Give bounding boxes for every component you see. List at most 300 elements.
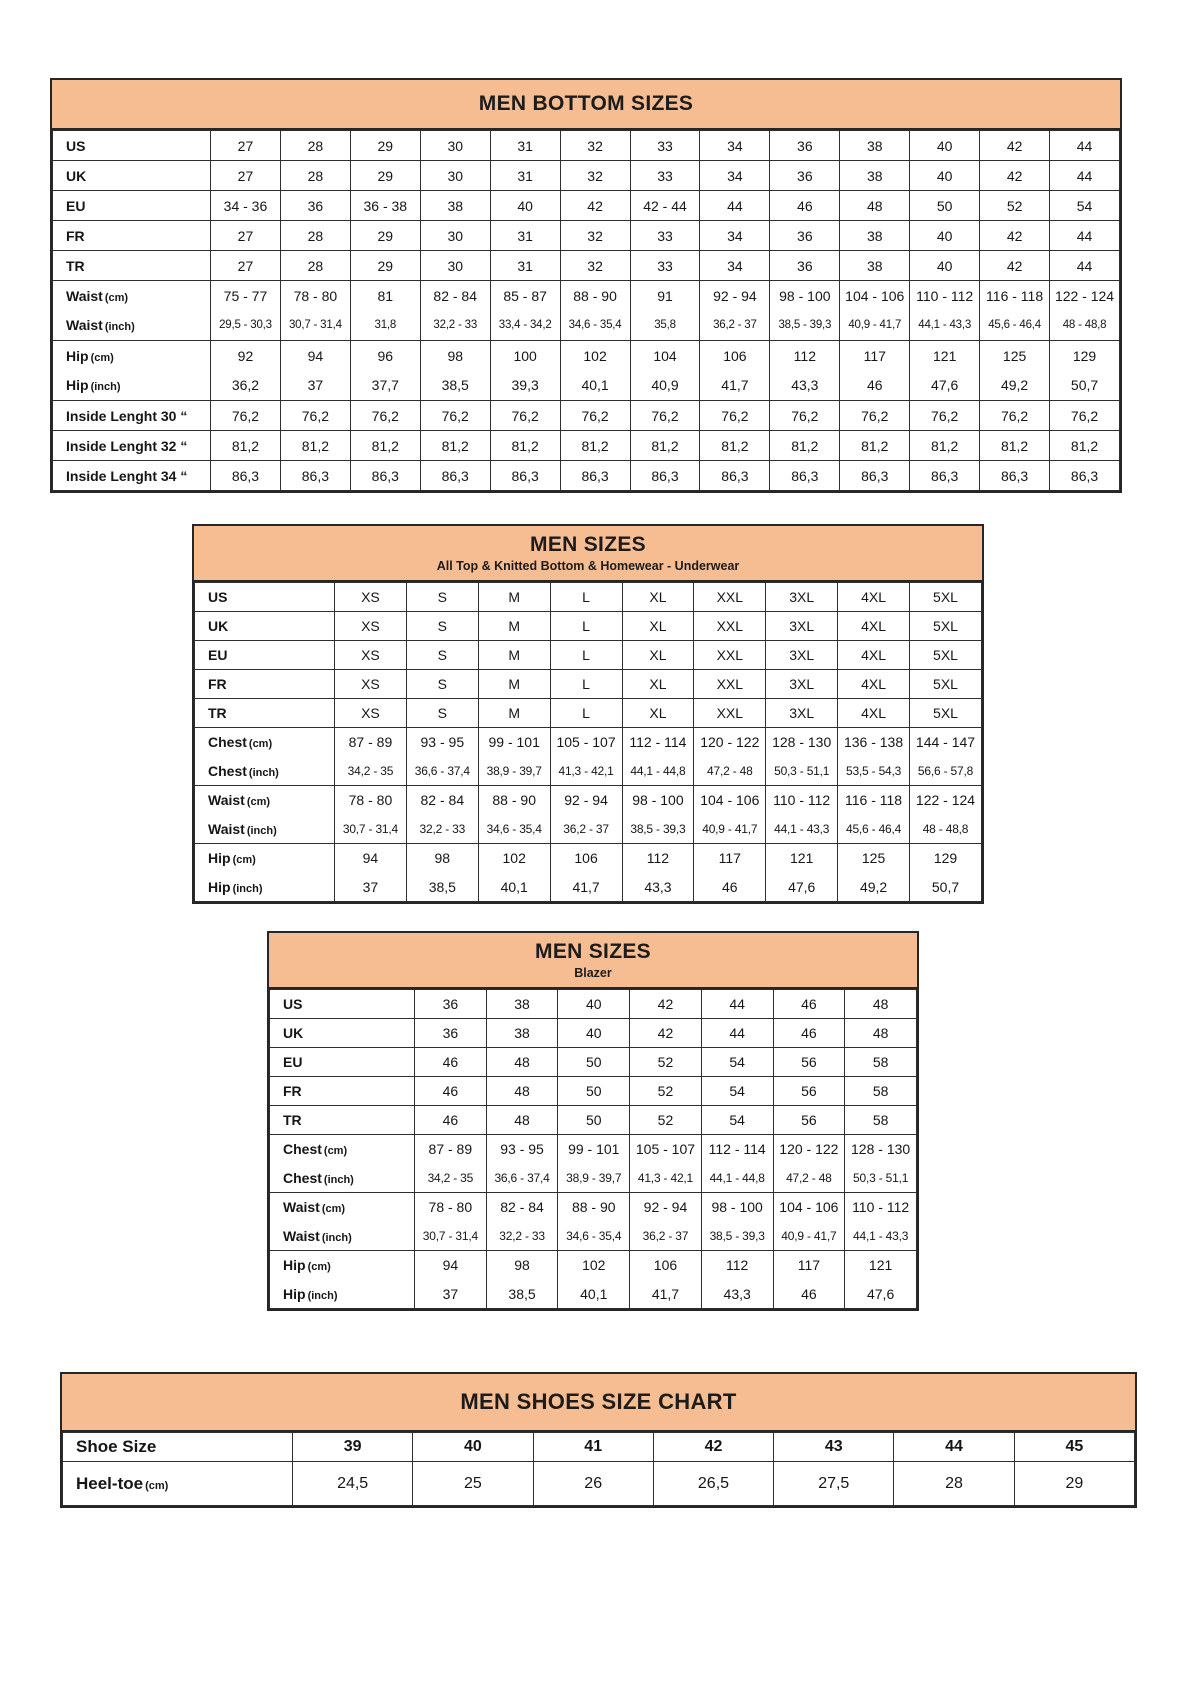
value-cell: 102: [558, 1251, 630, 1280]
value-cell: 5XL: [910, 612, 982, 641]
row-label: [195, 583, 335, 612]
value-cell: 45,6 - 46,4: [838, 815, 910, 844]
men-bottom-sizes-table: [50, 78, 1122, 493]
value-cell: 40,9: [630, 371, 700, 401]
table-row: [53, 221, 1120, 251]
value-cell: 40: [558, 990, 630, 1019]
row-unit: (inch): [104, 321, 135, 334]
value-cell: 38,5 - 39,3: [622, 815, 694, 844]
size-grid: [194, 582, 982, 902]
value-cell: 121: [845, 1251, 917, 1280]
value-cell: 37: [335, 873, 407, 902]
value-cell: 42: [980, 221, 1050, 251]
row-label-text: TR: [208, 705, 227, 721]
value-cell: 44: [1050, 131, 1120, 161]
row-label-text: US: [208, 589, 228, 605]
value-cell: 35,8: [630, 311, 700, 341]
row-label: [270, 1251, 415, 1280]
table-row: [195, 699, 982, 728]
value-cell: XS: [335, 583, 407, 612]
value-cell: 48: [840, 191, 910, 221]
table-row: [195, 786, 982, 815]
value-cell: 81,2: [211, 431, 281, 461]
value-cell: 29: [350, 251, 420, 281]
value-cell: 5XL: [910, 641, 982, 670]
value-cell: 44,1 - 43,3: [910, 311, 980, 341]
value-cell: S: [406, 699, 478, 728]
value-cell: 100: [490, 341, 560, 371]
row-label: [270, 1193, 415, 1222]
value-cell: 58: [845, 1077, 917, 1106]
value-cell: 105 - 107: [630, 1135, 702, 1164]
value-cell: 41: [533, 1433, 653, 1462]
value-cell: 76,2: [280, 401, 350, 431]
value-cell: 98 - 100: [770, 281, 840, 311]
value-cell: 76,2: [910, 401, 980, 431]
value-cell: 44: [701, 1019, 773, 1048]
value-cell: 46: [415, 1048, 487, 1077]
value-cell: 36,2 - 37: [630, 1222, 702, 1251]
value-cell: 3XL: [766, 612, 838, 641]
value-cell: 49,2: [838, 873, 910, 902]
value-cell: 40: [413, 1433, 533, 1462]
value-cell: 36: [280, 191, 350, 221]
value-cell: 104: [630, 341, 700, 371]
men-sizes-top-table: [192, 524, 984, 904]
value-cell: 34,2 - 35: [335, 757, 407, 786]
value-cell: 36,2: [211, 371, 281, 401]
table-row: [270, 1019, 917, 1048]
value-cell: 81,2: [630, 431, 700, 461]
value-cell: 31: [490, 131, 560, 161]
row-label-text: TR: [66, 257, 85, 274]
value-cell: 50,3 - 51,1: [845, 1164, 917, 1193]
value-cell: 36,6 - 37,4: [406, 757, 478, 786]
value-cell: 50,3 - 51,1: [766, 757, 838, 786]
value-cell: 46: [415, 1077, 487, 1106]
value-cell: 86,3: [420, 461, 490, 491]
value-cell: 30,7 - 31,4: [335, 815, 407, 844]
table-row: [270, 1222, 917, 1251]
value-cell: 44,1 - 44,8: [622, 757, 694, 786]
value-cell: 98: [406, 844, 478, 873]
value-cell: 30: [420, 251, 490, 281]
value-cell: 86,3: [490, 461, 560, 491]
value-cell: 40: [910, 251, 980, 281]
value-cell: 110 - 112: [845, 1193, 917, 1222]
value-cell: 102: [478, 844, 550, 873]
value-cell: S: [406, 641, 478, 670]
value-cell: 86,3: [770, 461, 840, 491]
value-cell: 28: [280, 161, 350, 191]
value-cell: 30: [420, 221, 490, 251]
value-cell: 3XL: [766, 641, 838, 670]
row-label-text: EU: [283, 1054, 303, 1070]
value-cell: 27: [211, 221, 281, 251]
row-label: [270, 990, 415, 1019]
value-cell: 34,6 - 35,4: [560, 311, 630, 341]
value-cell: 76,2: [560, 401, 630, 431]
value-cell: 36: [770, 251, 840, 281]
row-label-text: US: [283, 996, 303, 1012]
value-cell: 36: [770, 221, 840, 251]
table-row: [53, 311, 1120, 341]
value-cell: 48: [845, 1019, 917, 1048]
row-label: [53, 191, 211, 221]
value-cell: 40: [558, 1019, 630, 1048]
row-label: [195, 815, 335, 844]
row-unit: (cm): [90, 351, 114, 364]
value-cell: 32: [560, 251, 630, 281]
table-subtitle: All Top & Knitted Bottom & Homewear - Underwear: [436, 559, 740, 573]
value-cell: 117: [773, 1251, 845, 1280]
value-cell: 75 - 77: [211, 281, 281, 311]
row-label: [195, 612, 335, 641]
row-label: [195, 699, 335, 728]
value-cell: 82 - 84: [406, 786, 478, 815]
value-cell: 29,5 - 30,3: [211, 311, 281, 341]
value-cell: 39: [293, 1433, 413, 1462]
row-label-text: Waist: [283, 1227, 320, 1244]
row-label-text: Waist: [208, 820, 245, 837]
value-cell: 43: [774, 1433, 894, 1462]
value-cell: 53,5 - 54,3: [838, 757, 910, 786]
value-cell: XXL: [694, 670, 766, 699]
value-cell: 36,2 - 37: [700, 311, 770, 341]
value-cell: 37: [415, 1280, 487, 1309]
value-cell: 86,3: [1050, 461, 1120, 491]
value-cell: 36: [770, 161, 840, 191]
value-cell: 45,6 - 46,4: [980, 311, 1050, 341]
value-cell: 33,4 - 34,2: [490, 311, 560, 341]
table-row: [270, 1106, 917, 1135]
value-cell: 30,7 - 31,4: [280, 311, 350, 341]
value-cell: 96: [350, 341, 420, 371]
value-cell: 43,3: [622, 873, 694, 902]
value-cell: 50: [558, 1077, 630, 1106]
value-cell: 34,6 - 35,4: [558, 1222, 630, 1251]
value-cell: 52: [630, 1106, 702, 1135]
value-cell: 40: [490, 191, 560, 221]
value-cell: 76,2: [211, 401, 281, 431]
value-cell: 125: [980, 341, 1050, 371]
value-cell: 56: [773, 1077, 845, 1106]
row-label: [195, 641, 335, 670]
value-cell: 30,7 - 31,4: [415, 1222, 487, 1251]
row-label-text: Inside Lenght 34 “: [66, 467, 188, 484]
value-cell: 32,2 - 33: [406, 815, 478, 844]
value-cell: 46: [840, 371, 910, 401]
value-cell: L: [550, 641, 622, 670]
row-unit: (cm): [104, 291, 129, 304]
row-label: [53, 221, 211, 251]
value-cell: XS: [335, 612, 407, 641]
value-cell: 38,5 - 39,3: [701, 1222, 773, 1251]
value-cell: 42: [560, 191, 630, 221]
value-cell: 34 - 36: [211, 191, 281, 221]
value-cell: 32: [560, 161, 630, 191]
row-label: [270, 1048, 415, 1077]
value-cell: 50,7: [1050, 371, 1120, 401]
value-cell: 56,6 - 57,8: [910, 757, 982, 786]
value-cell: 41,7: [700, 371, 770, 401]
value-cell: 40: [910, 221, 980, 251]
value-cell: 40,1: [560, 371, 630, 401]
value-cell: 27: [211, 251, 281, 281]
row-label: [195, 873, 335, 902]
table-header: [269, 933, 917, 989]
value-cell: 33: [630, 221, 700, 251]
value-cell: 94: [335, 844, 407, 873]
value-cell: 4XL: [838, 583, 910, 612]
value-cell: 78 - 80: [280, 281, 350, 311]
value-cell: 38: [420, 191, 490, 221]
row-label-text: FR: [283, 1083, 302, 1099]
value-cell: 105 - 107: [550, 728, 622, 757]
value-cell: 48 - 48,8: [910, 815, 982, 844]
value-cell: 26: [533, 1462, 653, 1506]
value-cell: 30: [420, 131, 490, 161]
value-cell: 42: [980, 131, 1050, 161]
table-row: [195, 728, 982, 757]
row-label: [53, 251, 211, 281]
value-cell: 50,7: [910, 873, 982, 902]
row-label-text: Waist: [66, 287, 103, 304]
value-cell: 42: [653, 1433, 773, 1462]
table-row: [195, 844, 982, 873]
men-shoes-size-chart-table: [60, 1372, 1137, 1508]
row-label-text: Chest: [283, 1169, 322, 1186]
row-label-text: US: [66, 137, 86, 154]
row-label-text: Hip: [208, 850, 231, 867]
table-row: [63, 1462, 1135, 1506]
row-unit: (cm): [232, 854, 256, 867]
value-cell: 104 - 106: [773, 1193, 845, 1222]
row-label-text: Inside Lenght 32 “: [66, 437, 188, 454]
value-cell: 98: [486, 1251, 558, 1280]
value-cell: 92 - 94: [630, 1193, 702, 1222]
row-label: [195, 670, 335, 699]
row-label-text: EU: [66, 197, 86, 214]
value-cell: 3XL: [766, 670, 838, 699]
value-cell: M: [478, 612, 550, 641]
value-cell: 36: [415, 990, 487, 1019]
row-label-text: Shoe Size: [76, 1437, 157, 1456]
value-cell: 44,1 - 43,3: [845, 1222, 917, 1251]
value-cell: 86,3: [840, 461, 910, 491]
value-cell: 28: [280, 221, 350, 251]
value-cell: 122 - 124: [1050, 281, 1120, 311]
value-cell: 52: [630, 1048, 702, 1077]
value-cell: 5XL: [910, 699, 982, 728]
value-cell: XS: [335, 670, 407, 699]
value-cell: 86,3: [280, 461, 350, 491]
value-cell: 44: [894, 1433, 1014, 1462]
value-cell: 36 - 38: [350, 191, 420, 221]
value-cell: XS: [335, 699, 407, 728]
row-label: [53, 161, 211, 191]
value-cell: 116 - 118: [838, 786, 910, 815]
value-cell: 31: [490, 251, 560, 281]
value-cell: 38: [840, 221, 910, 251]
value-cell: 112: [770, 341, 840, 371]
value-cell: 46: [773, 1280, 845, 1309]
value-cell: 98: [420, 341, 490, 371]
value-cell: 36,6 - 37,4: [486, 1164, 558, 1193]
value-cell: 40,1: [558, 1280, 630, 1309]
value-cell: 56: [773, 1048, 845, 1077]
value-cell: S: [406, 583, 478, 612]
row-label: [63, 1433, 293, 1462]
table-row: [270, 1251, 917, 1280]
row-label-text: FR: [66, 227, 85, 244]
table-title: MEN SIZES: [530, 533, 646, 556]
value-cell: XL: [622, 670, 694, 699]
value-cell: 4XL: [838, 612, 910, 641]
value-cell: 38,9 - 39,7: [478, 757, 550, 786]
value-cell: 112 - 114: [622, 728, 694, 757]
row-label: [53, 431, 211, 461]
value-cell: 136 - 138: [838, 728, 910, 757]
value-cell: 122 - 124: [910, 786, 982, 815]
size-grid: [62, 1432, 1135, 1506]
table-row: [53, 161, 1120, 191]
row-label-text: EU: [208, 647, 228, 663]
row-label-text: Hip: [66, 347, 89, 364]
value-cell: 41,7: [630, 1280, 702, 1309]
value-cell: 104 - 106: [694, 786, 766, 815]
value-cell: 54: [1050, 191, 1120, 221]
value-cell: 121: [766, 844, 838, 873]
value-cell: 48: [486, 1048, 558, 1077]
value-cell: 40,9 - 41,7: [840, 311, 910, 341]
value-cell: XL: [622, 583, 694, 612]
row-label: [63, 1462, 293, 1506]
value-cell: 99 - 101: [558, 1135, 630, 1164]
value-cell: 42: [630, 1019, 702, 1048]
value-cell: 120 - 122: [694, 728, 766, 757]
value-cell: 38: [486, 1019, 558, 1048]
value-cell: 58: [845, 1048, 917, 1077]
row-label: [53, 401, 211, 431]
value-cell: 31: [490, 161, 560, 191]
row-label: [195, 844, 335, 873]
row-label: [53, 281, 211, 311]
table-row: [195, 873, 982, 902]
value-cell: 99 - 101: [478, 728, 550, 757]
value-cell: 76,2: [840, 401, 910, 431]
value-cell: L: [550, 583, 622, 612]
value-cell: 88 - 90: [558, 1193, 630, 1222]
value-cell: 40: [910, 131, 980, 161]
row-label-text: Chest: [208, 734, 247, 751]
value-cell: 52: [980, 191, 1050, 221]
row-label: [195, 728, 335, 757]
value-cell: 81,2: [490, 431, 560, 461]
row-label-text: Waist: [283, 1199, 320, 1216]
value-cell: 47,2 - 48: [694, 757, 766, 786]
value-cell: 48 - 48,8: [1050, 311, 1120, 341]
value-cell: 29: [350, 161, 420, 191]
row-label: [195, 757, 335, 786]
value-cell: 76,2: [630, 401, 700, 431]
value-cell: S: [406, 670, 478, 699]
value-cell: 112 - 114: [701, 1135, 773, 1164]
row-label: [270, 1019, 415, 1048]
value-cell: 116 - 118: [980, 281, 1050, 311]
row-label-text: UK: [283, 1025, 304, 1041]
value-cell: 34,6 - 35,4: [478, 815, 550, 844]
value-cell: 38: [840, 251, 910, 281]
value-cell: 40,9 - 41,7: [773, 1222, 845, 1251]
value-cell: 47,2 - 48: [773, 1164, 845, 1193]
row-label-text: Heel-toe: [76, 1473, 144, 1493]
value-cell: 46: [770, 191, 840, 221]
value-cell: XXL: [694, 641, 766, 670]
value-cell: 33: [630, 251, 700, 281]
value-cell: 110 - 112: [766, 786, 838, 815]
value-cell: 85 - 87: [490, 281, 560, 311]
value-cell: 54: [701, 1077, 773, 1106]
value-cell: 28: [280, 131, 350, 161]
value-cell: XL: [622, 612, 694, 641]
row-label-text: Waist: [66, 317, 103, 334]
value-cell: M: [478, 670, 550, 699]
value-cell: 56: [773, 1106, 845, 1135]
value-cell: 76,2: [420, 401, 490, 431]
value-cell: 38,5: [420, 371, 490, 401]
table-row: [195, 583, 982, 612]
row-label-text: Inside Lenght 30 “: [66, 407, 188, 424]
value-cell: 38,5: [406, 873, 478, 902]
value-cell: 29: [350, 131, 420, 161]
value-cell: 47,6: [845, 1280, 917, 1309]
row-label: [270, 1164, 415, 1193]
value-cell: 49,2: [980, 371, 1050, 401]
value-cell: 88 - 90: [478, 786, 550, 815]
value-cell: 86,3: [560, 461, 630, 491]
value-cell: 37: [280, 371, 350, 401]
value-cell: 128 - 130: [766, 728, 838, 757]
value-cell: 32,2 - 33: [420, 311, 490, 341]
value-cell: 86,3: [700, 461, 770, 491]
value-cell: 32: [560, 131, 630, 161]
value-cell: 5XL: [910, 583, 982, 612]
row-label: [270, 1077, 415, 1106]
table-row: [270, 990, 917, 1019]
row-unit: (inch): [307, 1289, 338, 1302]
value-cell: 102: [560, 341, 630, 371]
table-title: MEN BOTTOM SIZES: [478, 92, 694, 115]
table-header: [194, 526, 982, 582]
row-unit: (inch): [232, 882, 263, 895]
value-cell: 48: [845, 990, 917, 1019]
value-cell: 81,2: [770, 431, 840, 461]
table-row: [53, 461, 1120, 491]
value-cell: 36: [415, 1019, 487, 1048]
value-cell: 3XL: [766, 699, 838, 728]
table-row: [195, 612, 982, 641]
row-label: [53, 341, 211, 371]
value-cell: 86,3: [211, 461, 281, 491]
row-unit: (inch): [248, 766, 279, 779]
value-cell: 38: [840, 161, 910, 191]
value-cell: 87 - 89: [335, 728, 407, 757]
value-cell: 44: [1050, 251, 1120, 281]
value-cell: 44,1 - 43,3: [766, 815, 838, 844]
value-cell: 4XL: [838, 699, 910, 728]
value-cell: 106: [630, 1251, 702, 1280]
